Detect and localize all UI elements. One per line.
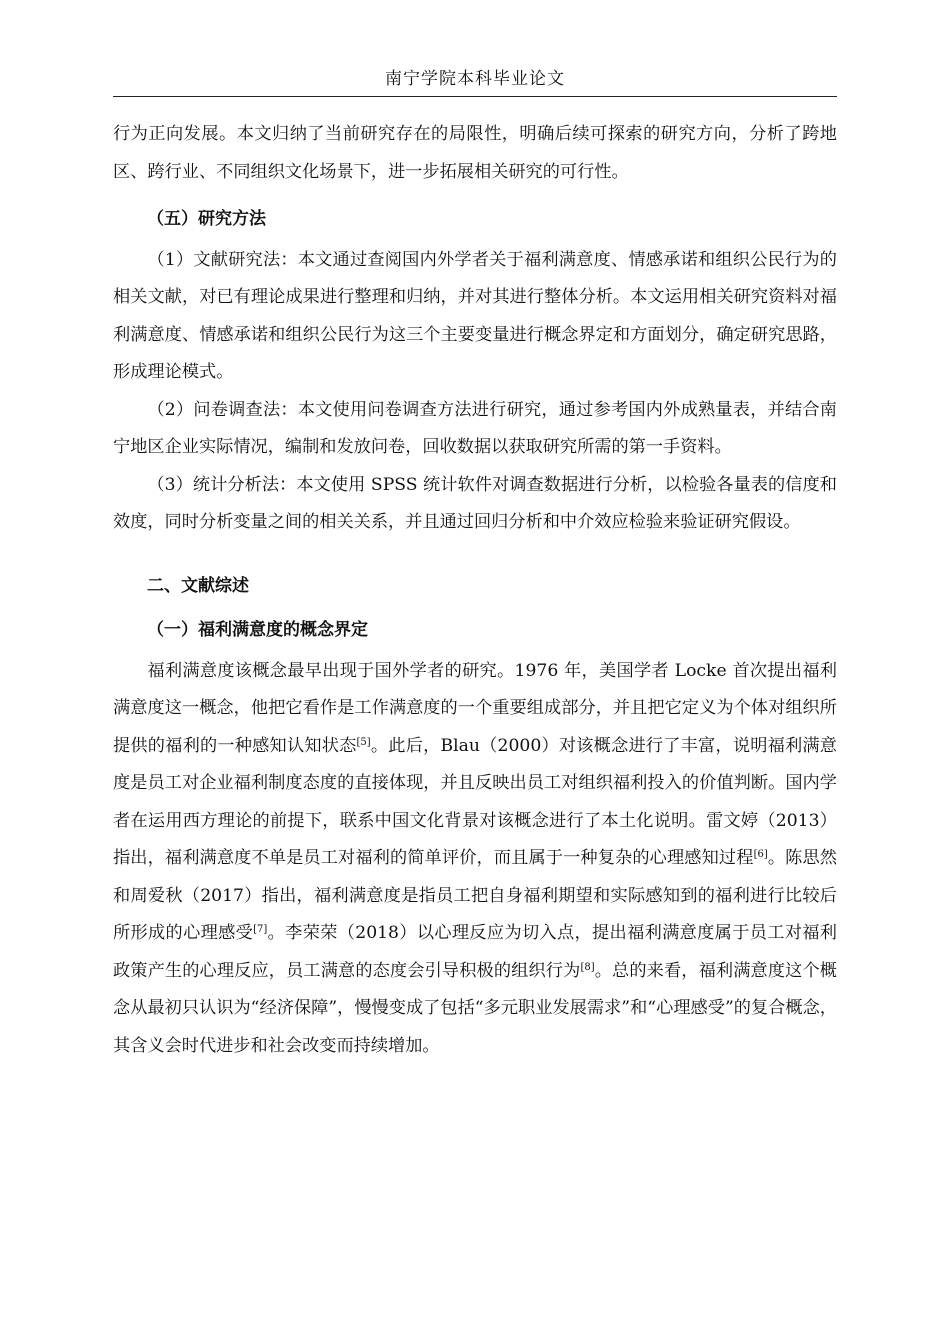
header-title: 南宁学院本科毕业论文 <box>385 69 565 89</box>
concept-text-2: 。此后，Blau（2000）对该概念进行了丰富，说明福利满意度是员工对企业福利制度态度的直接体现，并且反映出员工对组织福利投入的价值判断。国内学者在运用西方理论的前提下，联系中国文化背景对该概念进行了本土化说明。雷文婷（2013）指出，福利满意度不单是员工对福利的简单评价，而且属于一种复杂的心理感知过程 <box>113 735 837 868</box>
citation-8: [8] <box>580 961 595 973</box>
page-header <box>113 66 837 97</box>
citation-6: [6] <box>753 849 768 860</box>
heading-welfare-concept: （一）福利满意度的概念界定 <box>147 620 368 640</box>
heading-research-methods: （五）研究方法 <box>147 209 266 229</box>
citation-7: [7] <box>253 924 268 935</box>
paragraph-method-literature: （1）文献研究法：本文通过查阅国内外学者关于福利满意度、情感承诺和组织公民行为的相关文献，对已有理论成果进行整理和归纳，并对其进行整体分析。本文运用相关研究资料对福利满意度、情感承诺和组织公民行为这三个主要变量进行概念界定和方面划分，确定研究思路，形成理论模式。 <box>113 249 837 382</box>
document-body <box>113 116 837 1065</box>
heading-literature-review: 二、文献综述 <box>147 575 249 596</box>
paragraph-method-statistics: （3）统计分析法：本文使用 SPSS 统计软件对调查数据进行分析，以检验各量表的信度和效度，同时分析变量之间的相关关系，并且通过回归分析和中介效应检验来验证研究假设。 <box>113 474 837 532</box>
paragraph-continued: 行为正向发展。本文归纳了当前研究存在的局限性，明确后续可探索的研究方向，分析了跨地区、跨行业、不同组织文化场景下，进一步拓展相关研究的可行性。 <box>113 124 837 182</box>
concept-text-5: 。总的来看，福利满意度这个概念从最初只认识为“经济保障”，慢慢变成了包括“多元职业发展需求”和“心理感受”的复合概念，其含义会时代进步和社会改变而持续增加。 <box>113 960 837 1056</box>
concept-text-4: 。李荣荣（2018）以心理反应为切入点，提出福利满意度属于员工对福利政策产生的心理反应，员工满意的态度会引导积极的组织行为 <box>113 923 837 981</box>
paragraph-welfare-concept <box>113 653 837 1066</box>
paragraph-method-questionnaire: （2）问卷调查法：本文使用问卷调查方法进行研究，通过参考国内外成熟量表，并结合南宁地区企业实际情况，编制和发放问卷，回收数据以获取研究所需的第一手资料。 <box>113 399 837 457</box>
concept-text-3: 。陈思然和周爱秋（2017）指出，福利满意度是指员工把自身福利期望和实际感知到的福利进行比较后所形成的心理感受 <box>113 848 837 943</box>
citation-5: [5] <box>356 736 371 748</box>
concept-text-1: 福利满意度该概念最早出现于国外学者的研究。1976 年，美国学者 Locke 首次提出福利满意度这一概念，他把它看作是工作满意度的一个重要组成部分，并且把它定义为个体对组织所提供的福利的一种感知认知状态 <box>113 660 837 756</box>
